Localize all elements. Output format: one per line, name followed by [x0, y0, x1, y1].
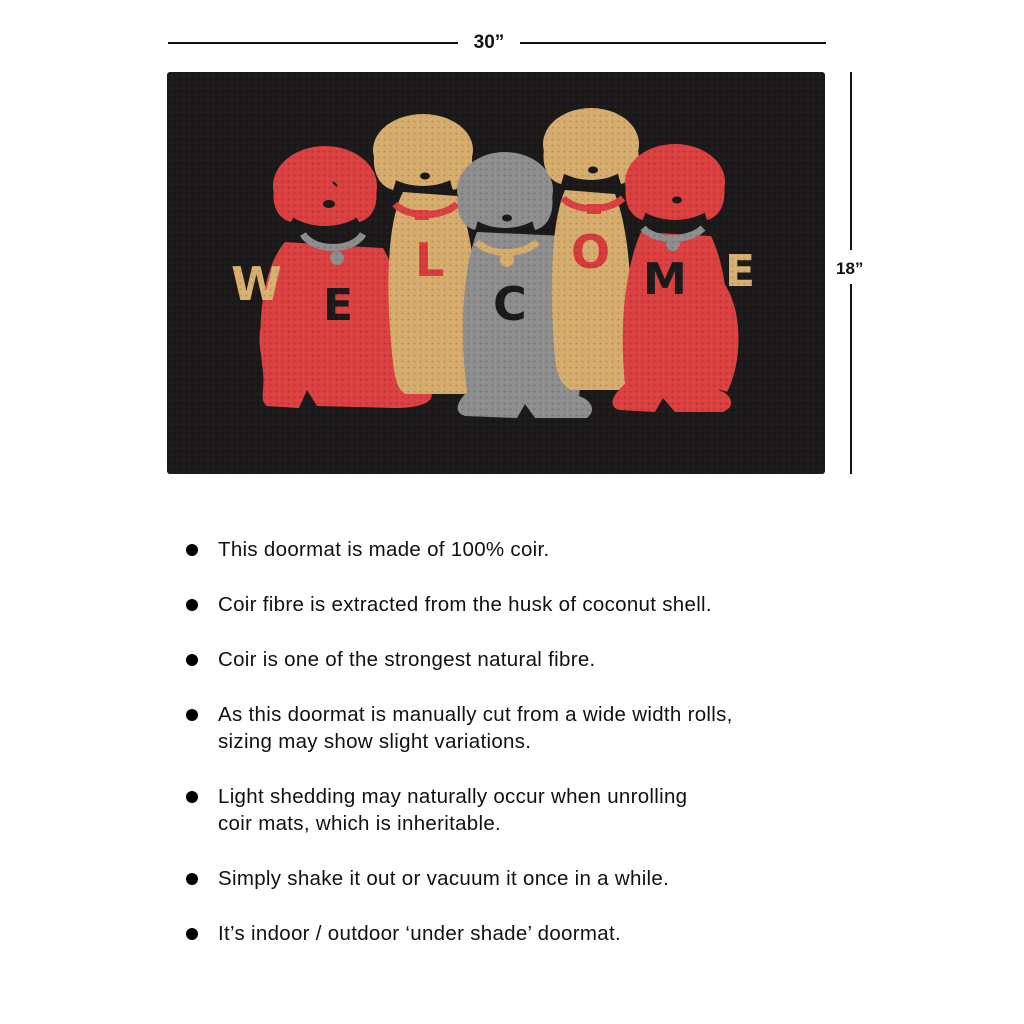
bullet-icon [186, 599, 198, 611]
feature-text: sizing may show slight variations. [218, 730, 532, 753]
coir-texture [167, 72, 825, 474]
width-dimension-line-left [168, 42, 458, 44]
width-dimension-line-right [520, 42, 826, 44]
height-dimension-label: 18” [836, 259, 864, 278]
feature-item-material [182, 536, 882, 563]
bullet-icon [186, 544, 198, 556]
doormat-illustration [167, 72, 825, 474]
feature-text: coir mats, which is inheritable. [218, 812, 502, 835]
height-dimension [836, 72, 880, 474]
feature-text: It’s indoor / outdoor ‘under shade’ doormat. [218, 922, 621, 945]
height-dimension-line-top [850, 72, 852, 250]
feature-text: This doormat is made of 100% coir. [218, 538, 550, 561]
doormat-image [167, 72, 825, 474]
feature-item-sizing [182, 701, 882, 755]
feature-text: As this doormat is manually cut from a wide width rolls, [218, 703, 733, 726]
width-dimension [168, 30, 826, 56]
bullet-icon [186, 928, 198, 940]
feature-item-care [182, 865, 882, 892]
feature-item-usage [182, 920, 882, 947]
feature-text: Coir is one of the strongest natural fibre. [218, 648, 596, 671]
width-dimension-label: 30” [473, 32, 505, 53]
bullet-icon [186, 654, 198, 666]
bullet-icon [186, 709, 198, 721]
feature-text: Simply shake it out or vacuum it once in a while. [218, 867, 670, 890]
bullet-icon [186, 873, 198, 885]
height-dimension-line-bottom [850, 284, 852, 474]
feature-item-source [182, 591, 882, 618]
feature-item-strength [182, 646, 882, 673]
feature-text: Coir fibre is extracted from the husk of coconut shell. [218, 593, 712, 616]
feature-list [182, 536, 882, 975]
feature-text: Light shedding may naturally occur when unrolling [218, 785, 688, 808]
bullet-icon [186, 791, 198, 803]
feature-item-shedding [182, 783, 882, 837]
